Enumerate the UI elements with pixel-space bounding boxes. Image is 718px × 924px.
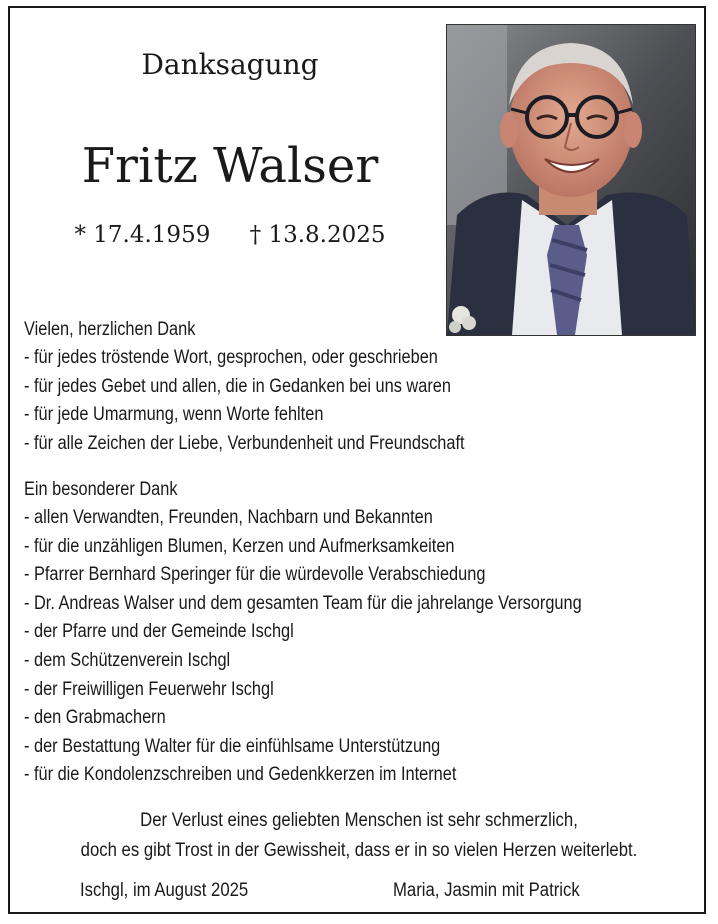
- death-date: † 13.8.2025: [249, 222, 386, 248]
- thanks-section-title: Vielen, herzlichen Dank: [24, 319, 196, 340]
- closing-text: [0, 806, 718, 866]
- special-thanks-line: - allen Verwandten, Freunden, Nachbarn und Bekannten: [24, 507, 433, 528]
- thanks-line: - für alle Zeichen der Liebe, Verbundenheit und Freundschaft: [24, 432, 465, 454]
- special-thanks-line: - für die unzähligen Blumen, Kerzen und Aufmerksamkeiten: [24, 535, 455, 557]
- thanks-line: - für jedes tröstende Wort, gesprochen, oder geschrieben: [24, 347, 438, 368]
- special-thanks-line: - der Bestattung Walter für die einfühlsame Unterstützung: [24, 735, 441, 757]
- portrait-photo: [446, 24, 696, 336]
- special-thanks-line: - dem Schützenverein Ischgl: [24, 649, 231, 671]
- special-thanks-line: - für die Kondolenzschreiben und Gedenkkerzen im Internet: [24, 764, 457, 786]
- closing-line-2: doch es gibt Trost in der Gewissheit, dass er in so vielen Herzen weiterlebt.: [80, 840, 638, 861]
- place-date: Ischgl, im August 2025: [80, 880, 249, 901]
- thanks-section: [24, 316, 694, 458]
- special-thanks-line: - den Grabmachern: [24, 707, 166, 729]
- notice-heading: Danksagung: [141, 48, 319, 81]
- deceased-name: Fritz Walser: [81, 138, 379, 194]
- special-thanks-title: Ein besonderer Dank: [24, 479, 178, 500]
- special-thanks-line: - Pfarrer Bernhard Speringer für die würdevolle Verabschiedung: [24, 564, 486, 586]
- birth-date: * 17.4.1959: [74, 222, 211, 248]
- signers: Maria, Jasmin mit Patrick: [393, 880, 580, 901]
- thanks-line: - für jedes Gebet und allen, die in Gedanken bei uns waren: [24, 375, 451, 397]
- special-thanks-line: - Dr. Andreas Walser und dem gesamten Team für die jahrelange Versorgung: [24, 592, 582, 614]
- special-thanks-line: - der Pfarre und der Gemeinde Ischgl: [24, 621, 294, 643]
- life-dates: [20, 222, 440, 248]
- closing-line-1: Der Verlust eines geliebten Menschen ist sehr schmerzlich,: [140, 810, 578, 831]
- thanks-line: - für jede Umarmung, wenn Worte fehlten: [24, 404, 324, 426]
- special-thanks-line: - der Freiwilligen Feuerwehr Ischgl: [24, 678, 274, 700]
- special-thanks-section: [24, 476, 694, 790]
